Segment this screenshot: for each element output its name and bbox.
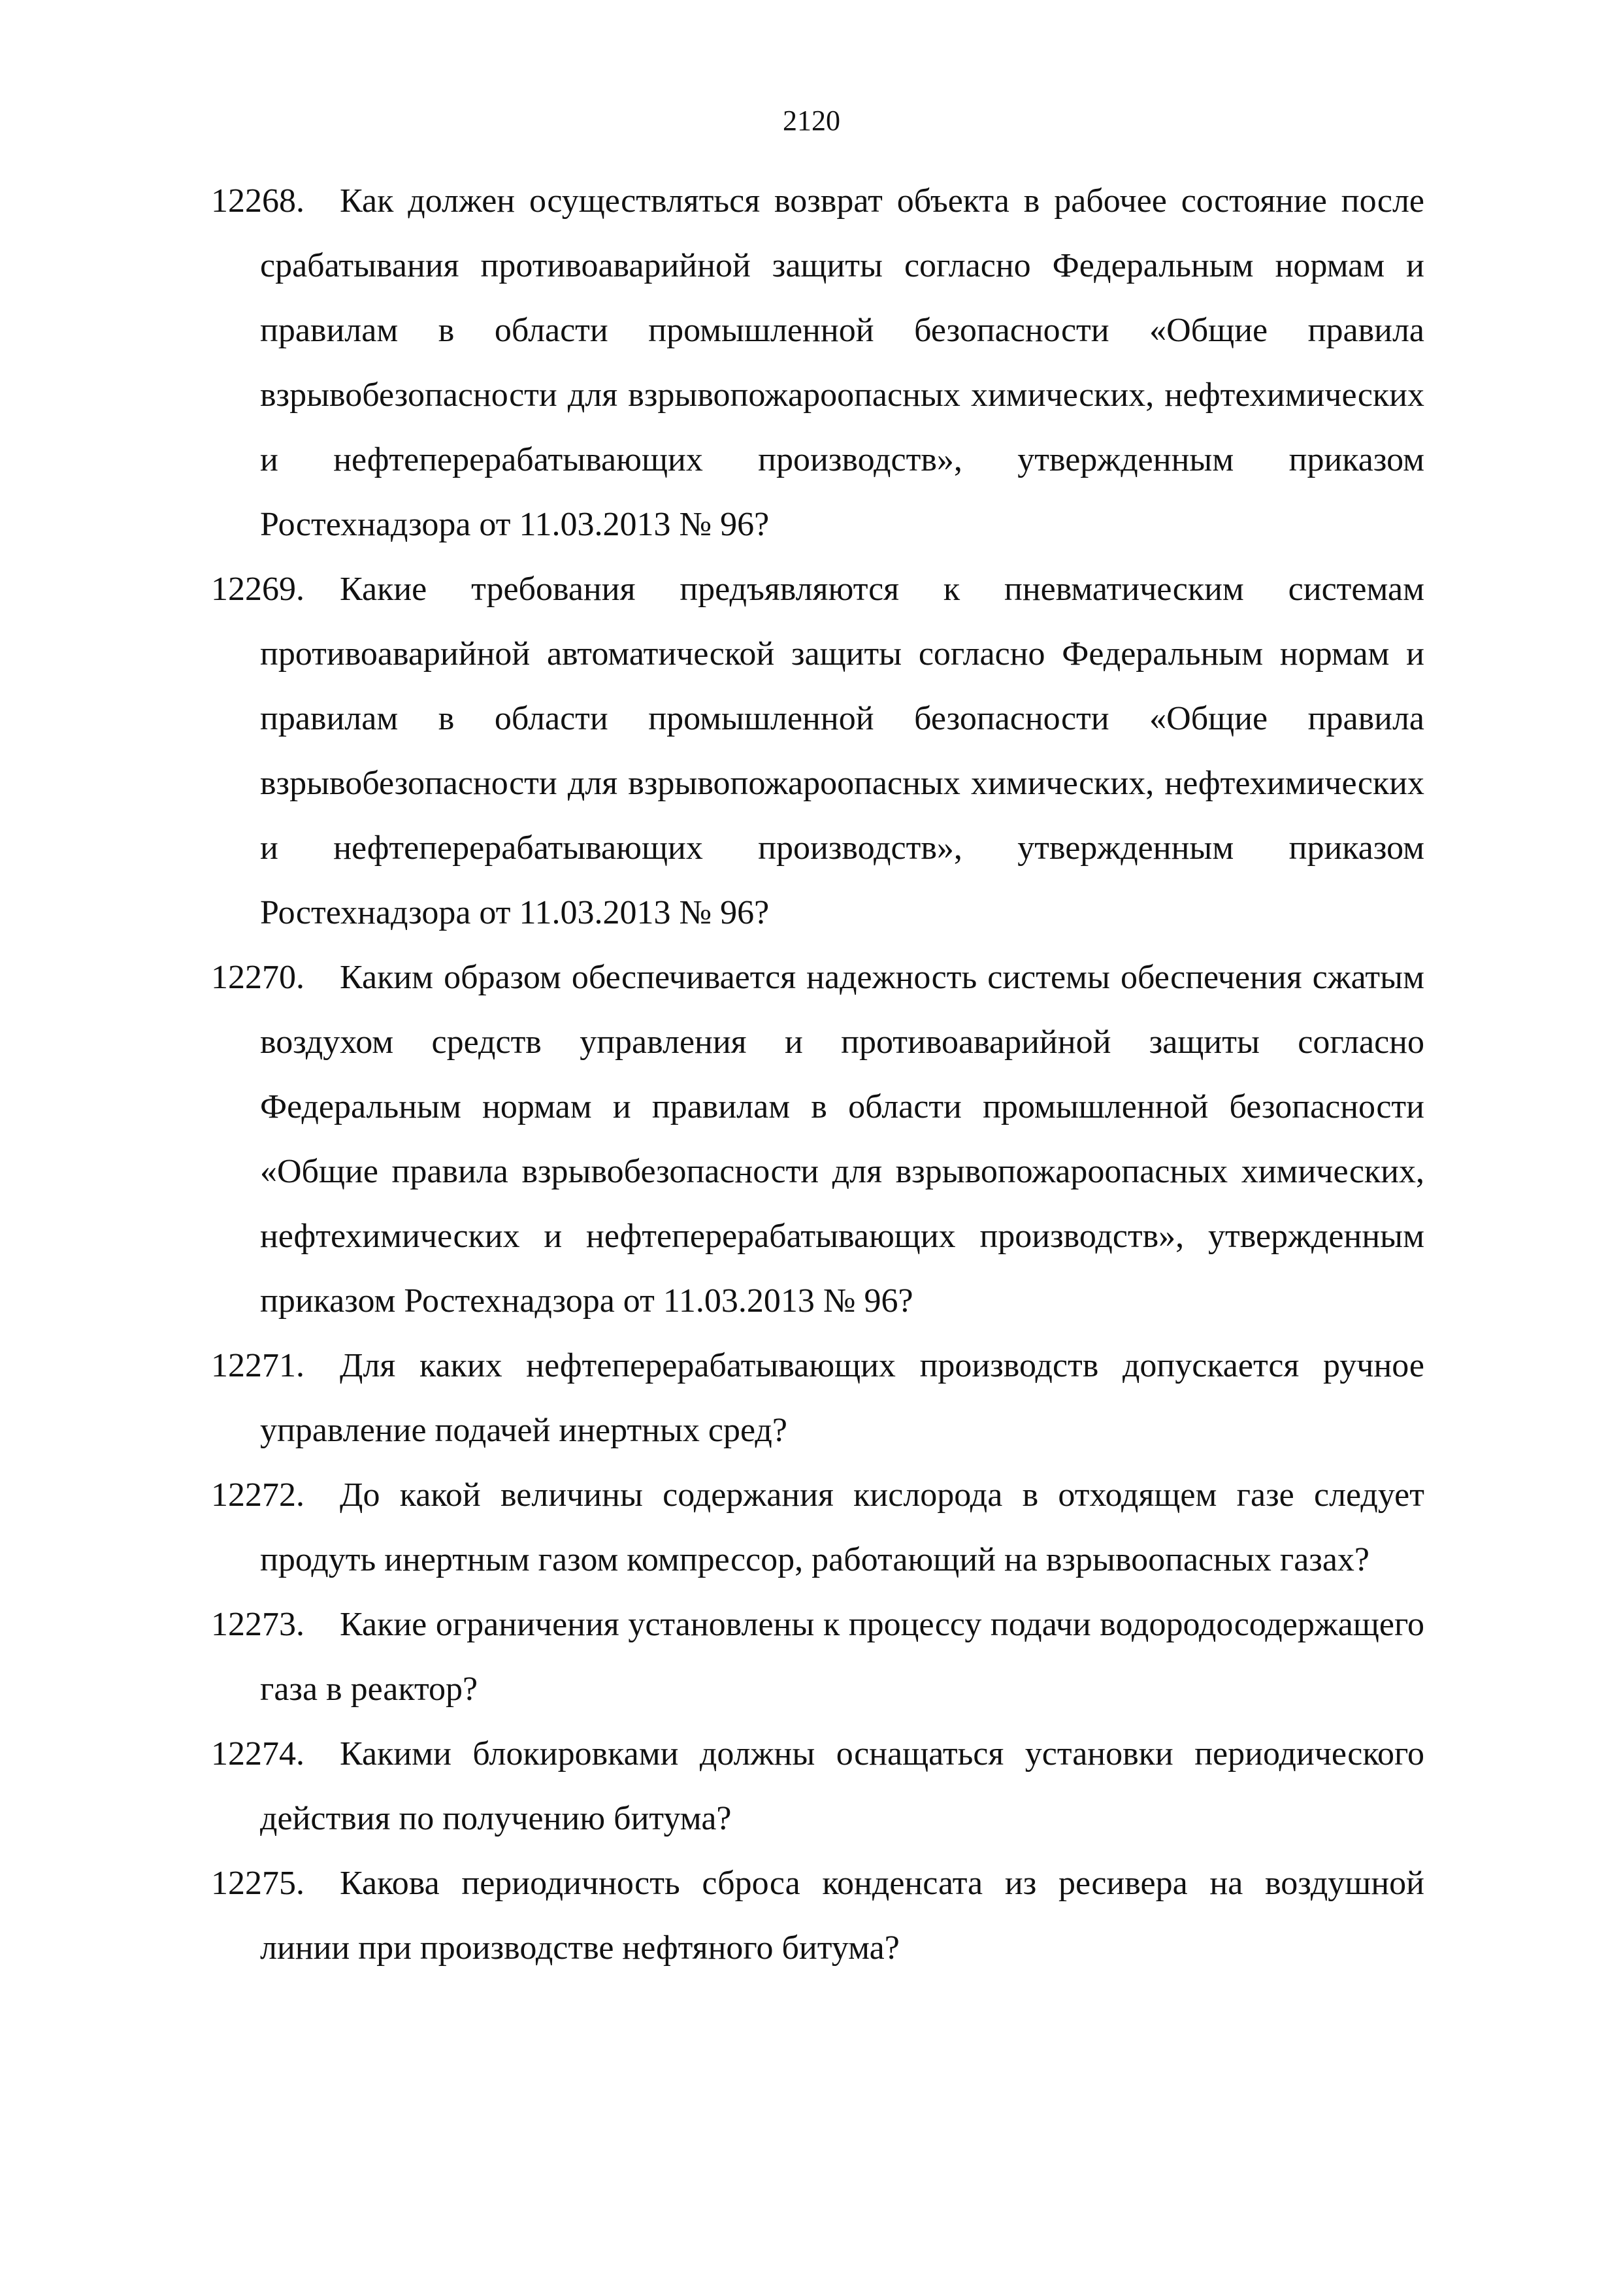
question-text: Как должен осуществляться возврат объекта в рабочее состояние после срабатывания противоаварийной защиты согласно Федеральным нормам и правилам в области промышленной безопасности «Общие правила взрывобезопасности для взрывопожароопасных химических, нефтехимических и нефтеперерабатывающих производств», утвержденным приказом Ростехнадзора от 11.03.2013 № 96? xyxy=(260,182,1424,543)
question-number: 12270. xyxy=(211,959,304,996)
question-item xyxy=(211,945,1424,1333)
question-item xyxy=(211,557,1424,945)
question-item xyxy=(211,1851,1424,1980)
question-item xyxy=(211,1592,1424,1722)
question-item xyxy=(211,1333,1424,1463)
question-text: Какова периодичность сброса конденсата из ресивера на воздушной линии при производстве нефтяного битума? xyxy=(260,1865,1424,1967)
question-text: Какие требования предъявляются к пневматическим системам противоаварийной автоматической защиты согласно Федеральным нормам и правилам в области промышленной безопасности «Общие правила взрывобезопасности для взрывопожароопасных химических, нефтехимических и нефтеперерабатывающих производств», утвержденным приказом Ростехнадзора от 11.03.2013 № 96? xyxy=(260,571,1424,931)
question-item xyxy=(211,169,1424,557)
question-text: Каким образом обеспечивается надежность системы обеспечения сжатым воздухом средств управления и противоаварийной защиты согласно Федеральным нормам и правилам в области промышленной безопасности «Общие правила взрывобезопасности для взрывопожароопасных химических, нефтехимических и нефтеперерабатывающих производств», утвержденным приказом Ростехнадзора от 11.03.2013 № 96? xyxy=(260,959,1424,1320)
question-number: 12274. xyxy=(211,1735,304,1772)
page-number: 2120 xyxy=(783,105,840,137)
question-number: 12273. xyxy=(211,1606,304,1643)
question-text: Для каких нефтеперерабатывающих производств допускается ручное управление подачей инертных сред? xyxy=(260,1347,1424,1449)
question-item xyxy=(211,1463,1424,1592)
question-text: До какой величины содержания кислорода в отходящем газе следует продуть инертным газом компрессор, работающий на взрывоопасных газах? xyxy=(260,1476,1424,1578)
question-text: Какими блокировками должны оснащаться установки периодического действия по получению битума? xyxy=(260,1735,1424,1837)
question-number: 12272. xyxy=(211,1476,304,1514)
question-list xyxy=(211,169,1424,1980)
question-item xyxy=(211,1722,1424,1851)
question-number: 12271. xyxy=(211,1347,304,1384)
question-number: 12275. xyxy=(211,1865,304,1902)
question-number: 12268. xyxy=(211,182,304,220)
question-text: Какие ограничения установлены к процессу подачи водородосодержащего газа в реактор? xyxy=(260,1606,1424,1708)
question-number: 12269. xyxy=(211,571,304,608)
